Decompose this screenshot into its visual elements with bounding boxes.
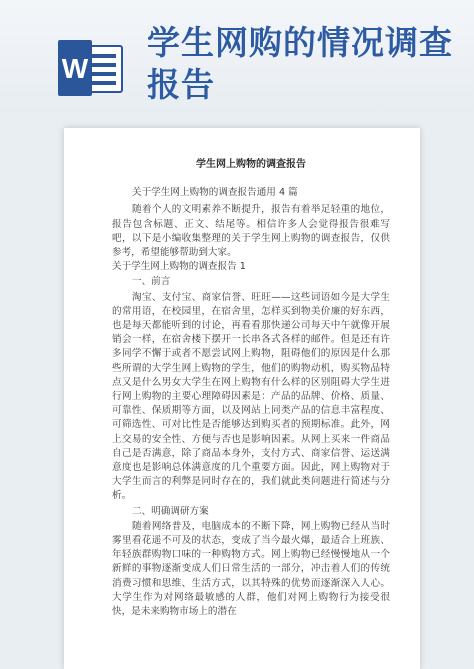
document-subtitle: 关于学生网上购物的调查报告通用 4 篇 — [132, 187, 298, 199]
banner-title: 学生网购的情况调查报告 — [147, 23, 453, 104]
word-document-icon — [58, 40, 124, 96]
section1-paragraph: 淘宝、支付宝、商家信誉、旺旺——这些词语如今是大学生的常用语，在校园里，在宿舍里，怎样买到物美价廉的好东西，也是每天都能听到的讨论，再看看那快递公司每天中午就像开展销会一样，在宿舍楼下摆开一长串各式各样的邮件。但是还有许多同学不懈于或者不愿尝试网上购物，阻碍他们的原因是什么那些所谓的大学生网上购物的学生，他们的购物动机，购买物品特点又是什么男女大学生在网上购物有什么样的区别阻碍大学生进行网上购物的主要心理障碍因素是：产品的品牌、价格、质量、可靠性、保质期等方面，以及网站上同类产品的信息丰富程度、可筛选性、可对比性是否能够达到购买者的预期标准。此外，网上交易的安全性、方便与否也是影响因素。从网上买来一件商品自己是否满意，除了商品本身外，支付方式、商家信誉、运送满意度也是影响总体满意度的几个重要方面。因此，网上购物对于大学生而言的利弊是同时存在的，我们就此类问题进行简述与分析。 — [112, 291, 390, 502]
document-page — [64, 128, 420, 669]
section1-heading: 一、前言 — [132, 276, 171, 288]
banner — [0, 0, 474, 112]
document-body — [112, 158, 390, 619]
intro-paragraph: 随着个人的文明素养不断提升，报告有着举足轻重的地位，报告包含标题、正文、结尾等。相信许多人会觉得报告很难写吧，以下是小编收集整理的关于学生网上购物的调查报告，仅供参考，希望能够帮助到大家。 — [112, 204, 390, 259]
word-logo-letter: W — [61, 53, 89, 84]
section2-paragraph: 随着网络普及，电脑成本的不断下降，网上购物已经从当时雾里看花遥不可及的状态，变成了当今最火爆，最适合上班族、年轻族群购物口味的一种购物方式。网上购物已经慢慢地从一个新鲜的事物逐渐变成人们日常生活的一部分，冲击着人们的传统消费习惯和思维、生活方式，以其特殊的优势而逐渐深入人心。大学生作为对网络最敏感的人群，他们对网上购物行为接受很快，是未来购物市场上的潜在 — [112, 520, 390, 618]
section2-heading: 二、明确调研方案 — [132, 505, 209, 517]
document-title: 学生网上购物的调查报告 — [196, 159, 306, 170]
report-label: 关于学生网上购物的调查报告 1 — [112, 261, 246, 273]
